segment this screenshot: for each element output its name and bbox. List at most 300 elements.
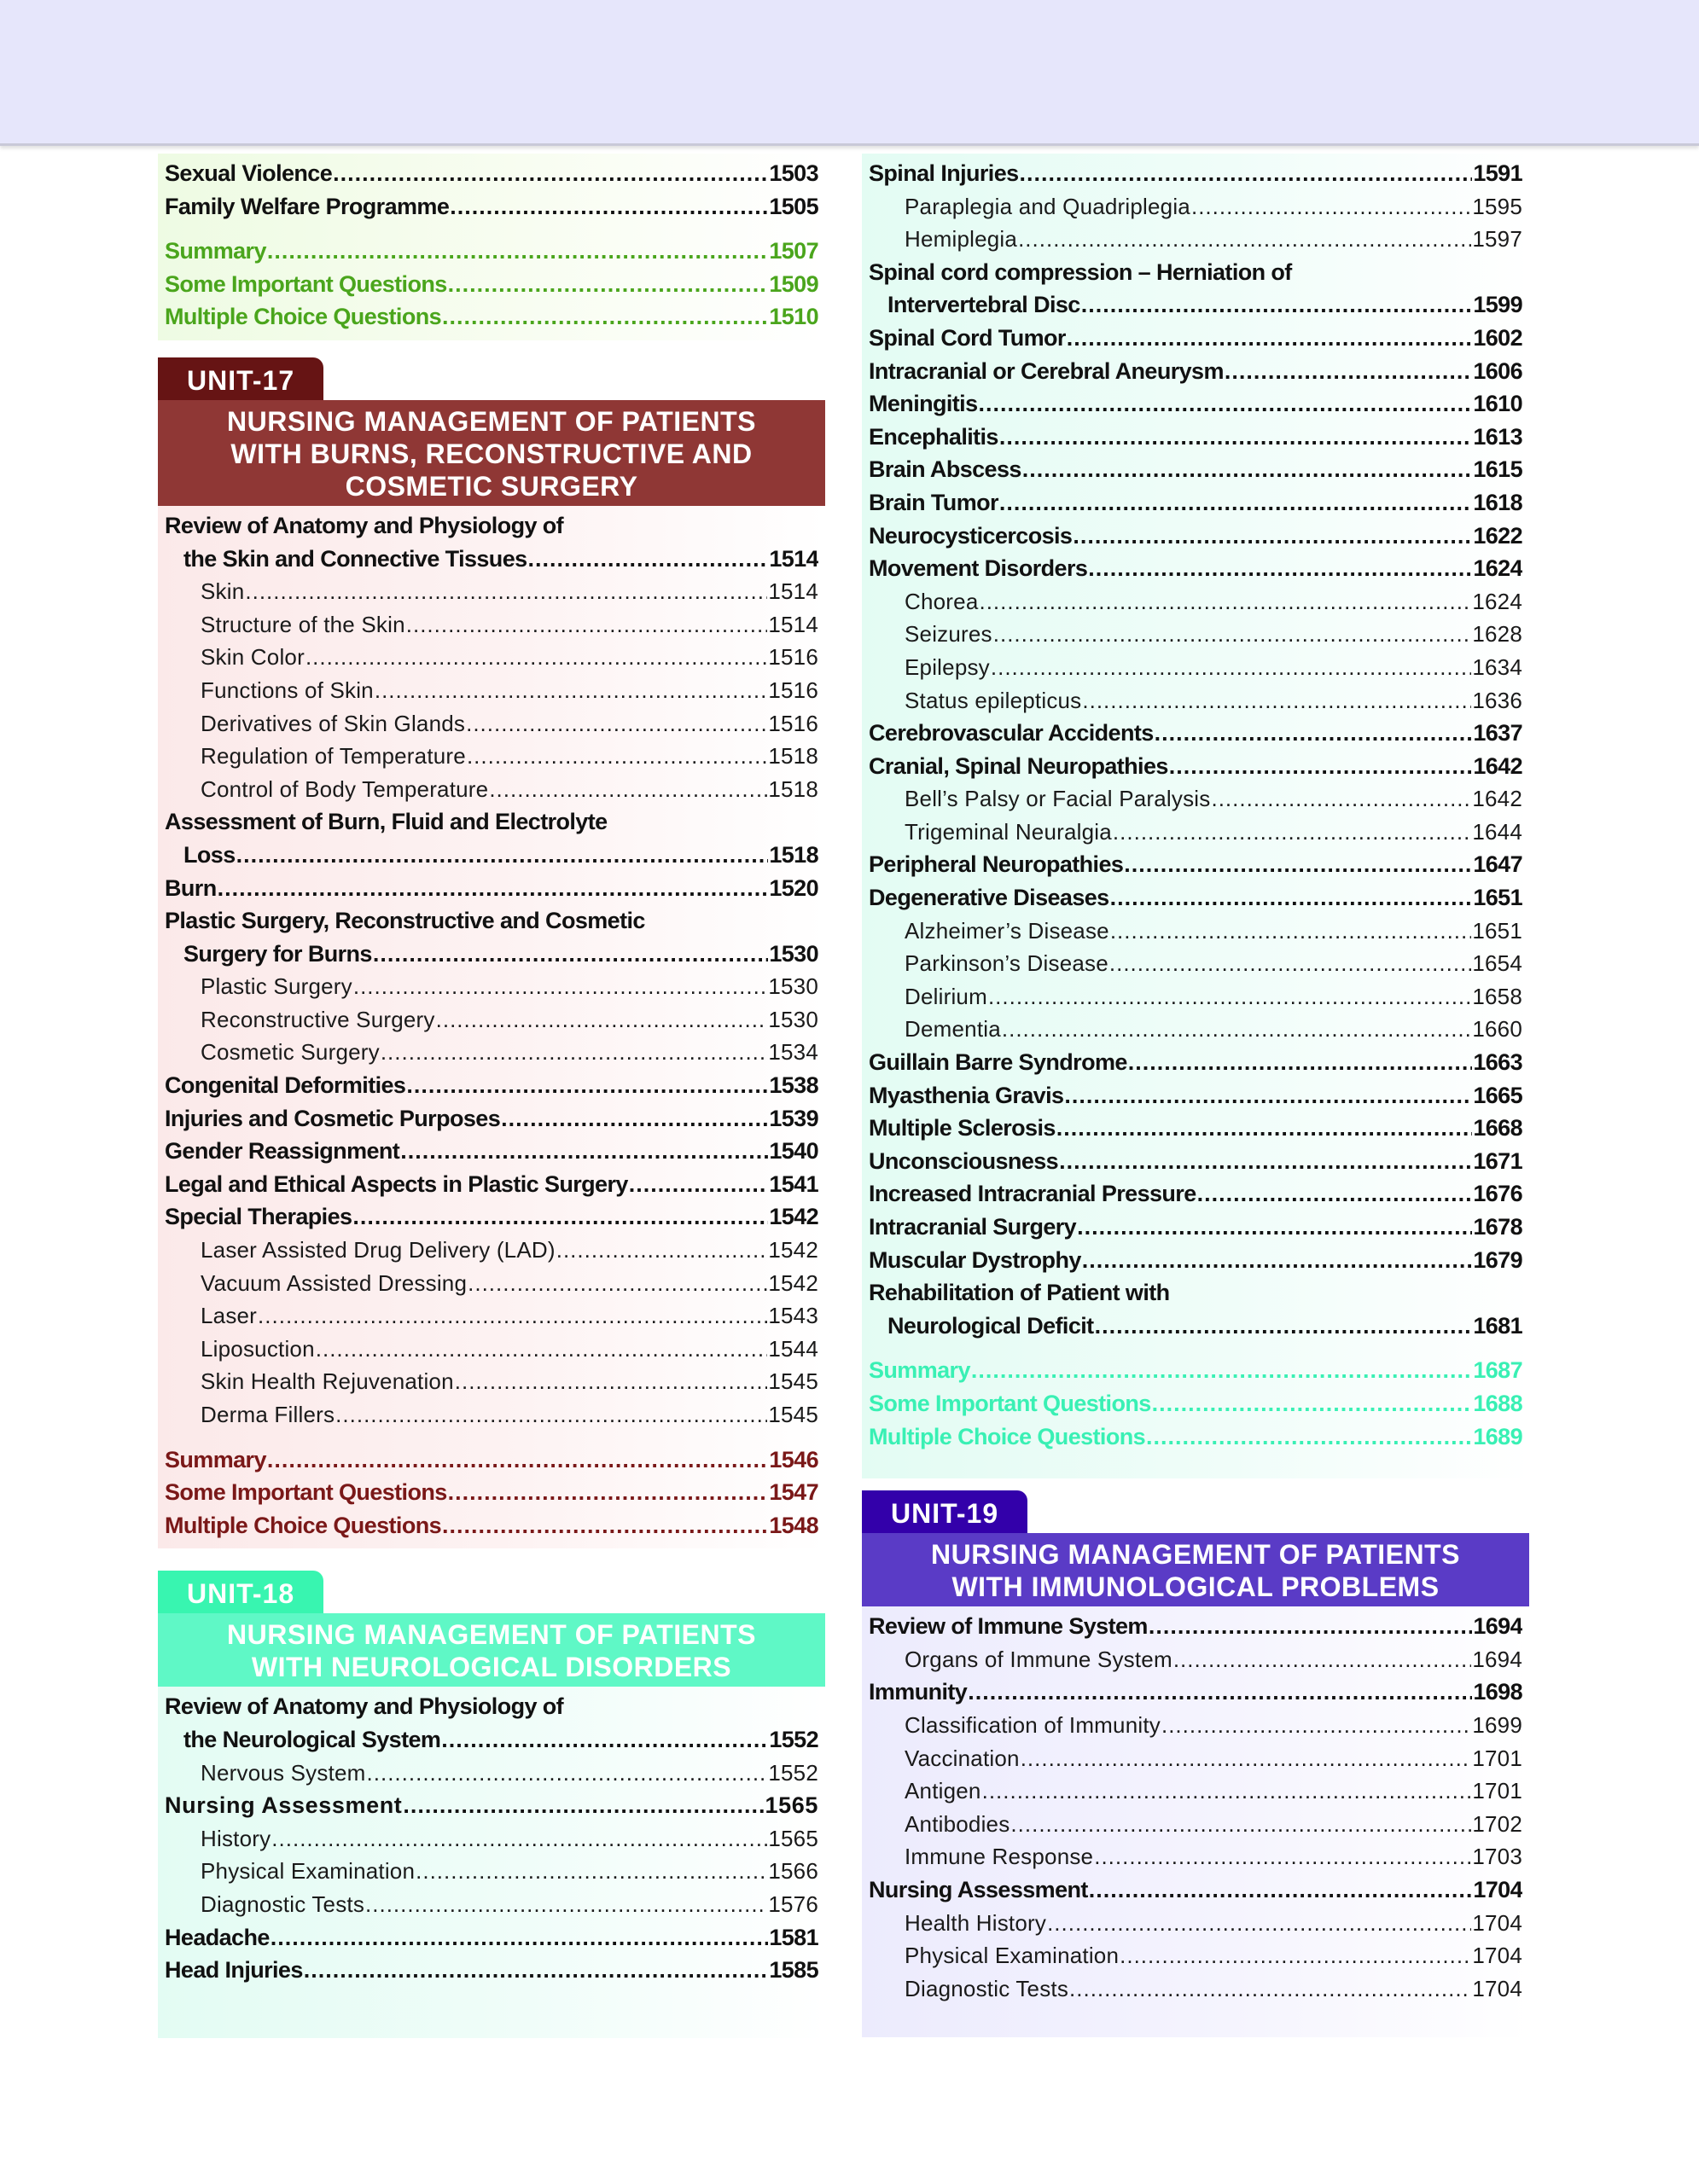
dot-leader (442, 300, 768, 334)
dot-leader (271, 1921, 769, 1955)
toc-subentry[interactable] (165, 1855, 818, 1888)
dot-leader (999, 486, 1472, 520)
dot-leader (403, 1789, 764, 1822)
entry-title: Surgery for Burns (183, 940, 372, 967)
entry-title: Immune Response (905, 1844, 1094, 1870)
entry-title: Brain Abscess (869, 456, 1021, 483)
dot-leader (333, 157, 768, 190)
toc-entry[interactable] (869, 1177, 1522, 1211)
toc-entry[interactable] (869, 157, 1522, 190)
toc-entry[interactable] (869, 355, 1522, 388)
entry-page: 1516 (768, 677, 818, 703)
toc-subentry[interactable] (869, 684, 1522, 717)
toc-subentry[interactable] (165, 575, 818, 608)
entry-page: 1663 (1473, 1049, 1522, 1076)
toc-entry-heading (165, 805, 818, 839)
questions-entry[interactable] (165, 268, 818, 301)
toc-subentry[interactable] (869, 585, 1522, 619)
unit17-label: UNIT-17 (158, 357, 323, 400)
toc-entry[interactable] (165, 1789, 818, 1822)
entry-title: Classification of Immunity (905, 1711, 1161, 1738)
dot-leader (258, 1299, 767, 1333)
entry-page: 1516 (768, 710, 818, 736)
dot-leader (441, 1723, 768, 1757)
summary-entry[interactable] (869, 1354, 1522, 1387)
entry-page: 1644 (1472, 818, 1522, 845)
entry-page: 1694 (1473, 1613, 1522, 1640)
dot-leader (442, 1509, 768, 1542)
toc-entry[interactable] (165, 1102, 818, 1136)
entry-page: 1503 (769, 160, 818, 186)
entry-title: Legal and Ethical Aspects in Plastic Surgery (165, 1170, 628, 1197)
toc-subentry[interactable] (869, 1972, 1522, 2006)
toc-entry[interactable] (869, 1112, 1522, 1145)
entry-title: Sexual Violence (165, 160, 333, 186)
entry-page: 1698 (1473, 1679, 1522, 1705)
toc-entry[interactable] (869, 552, 1522, 585)
entry-page: 1545 (768, 1368, 818, 1395)
entry-page: 1552 (768, 1759, 818, 1786)
questions-entry[interactable] (869, 1387, 1522, 1420)
entry-page: 1637 (1473, 720, 1522, 746)
toc-entry[interactable] (165, 1135, 818, 1168)
unit19-title (862, 1533, 1529, 1606)
entry-title: Movement Disorders (869, 555, 1088, 582)
entry-page: 1689 (1473, 1423, 1522, 1449)
unit17-entries (158, 506, 825, 1548)
dot-leader (352, 1200, 768, 1234)
toc-subentry[interactable] (165, 1267, 818, 1300)
unit19-entries (862, 1606, 1529, 2037)
entry-page: 1660 (1472, 1016, 1522, 1043)
entry-title: Health History (905, 1909, 1047, 1936)
dot-leader (1124, 848, 1472, 881)
entry-title: Congenital Deformities (165, 1072, 406, 1099)
toc-entry[interactable] (165, 543, 818, 576)
mcq-entry[interactable] (869, 1420, 1522, 1454)
dot-leader (335, 1398, 767, 1432)
entry-title: Delirium (905, 983, 987, 1009)
unit18-entries-right (862, 154, 1529, 1478)
summary-entry[interactable] (165, 235, 818, 268)
entry-title: Vacuum Assisted Dressing (201, 1269, 468, 1296)
toc-subentry[interactable] (165, 773, 818, 806)
toc-entry[interactable] (165, 1723, 818, 1757)
dot-leader (489, 773, 767, 806)
dot-leader (267, 1443, 768, 1477)
toc-entry[interactable] (869, 1873, 1522, 1907)
unit18-label: UNIT-18 (158, 1571, 323, 1613)
dot-leader (218, 872, 769, 905)
entry-title: Nervous System (201, 1759, 366, 1786)
toc-subentry[interactable] (165, 1365, 818, 1398)
dot-leader (450, 190, 768, 224)
toc-subentry[interactable] (869, 1840, 1522, 1873)
dot-leader (1064, 1079, 1472, 1112)
toc-subentry[interactable] (165, 641, 818, 674)
entry-page: 1520 (769, 874, 818, 901)
top-banner (0, 0, 1699, 146)
toc-entry[interactable] (165, 1921, 818, 1955)
toc-entry[interactable] (869, 421, 1522, 454)
entry-page: 1518 (768, 743, 818, 770)
entry-page: 1622 (1473, 522, 1522, 549)
toc-entry[interactable] (165, 1069, 818, 1102)
dot-leader (1081, 288, 1473, 322)
mcq-entry[interactable] (165, 1509, 818, 1542)
toc-entry[interactable] (869, 322, 1522, 355)
entry-title: Some Important Questions (869, 1390, 1151, 1416)
toc-entry[interactable] (869, 1610, 1522, 1643)
entry-page: 1688 (1473, 1390, 1522, 1416)
entry-page: 1566 (768, 1858, 818, 1885)
entry-title: Nursing Assessment (869, 1876, 1088, 1902)
entry-title: Vaccination (905, 1745, 1020, 1771)
entry-title: Plastic Surgery, Reconstructive and Cosmetic (165, 908, 645, 934)
entry-title: Status epilepticus (905, 687, 1082, 713)
dot-leader (979, 585, 1471, 619)
toc-subentry[interactable] (165, 1333, 818, 1366)
dot-leader (353, 970, 768, 1003)
entry-page: 1539 (769, 1105, 818, 1131)
dot-leader (304, 1954, 769, 1987)
dot-leader (468, 1267, 767, 1300)
toc-subentry[interactable] (165, 674, 818, 707)
entry-page: 1518 (768, 775, 818, 802)
entry-title: Muscular Dystrophy (869, 1246, 1081, 1273)
entry-title: Derivatives of Skin Glands (201, 710, 466, 736)
dot-leader (466, 707, 767, 741)
toc-entry[interactable] (869, 486, 1522, 520)
toc-entry[interactable] (165, 872, 818, 905)
toc-subentry[interactable] (165, 970, 818, 1003)
dot-leader (1225, 355, 1472, 388)
dot-leader (993, 618, 1472, 651)
toc-entry[interactable] (869, 1244, 1522, 1277)
entry-title: Dementia (905, 1016, 1001, 1043)
dot-leader (1010, 1808, 1471, 1841)
entry-page: 1618 (1473, 489, 1522, 515)
entry-page: 1665 (1473, 1082, 1522, 1108)
dot-leader (305, 641, 767, 674)
entry-title: Physical Examination (201, 1858, 416, 1885)
dot-leader (1211, 782, 1471, 816)
entry-title: Summary (165, 238, 266, 264)
entry-page: 1530 (768, 1006, 818, 1032)
toc-entry[interactable] (869, 288, 1522, 322)
unit18-title (158, 1613, 825, 1687)
toc-subentry[interactable] (869, 1013, 1522, 1046)
dot-leader (1022, 453, 1473, 486)
toc-entry[interactable] (869, 387, 1522, 421)
toc-subentry[interactable] (869, 223, 1522, 256)
entry-title: Review of Anatomy and Physiology of (165, 512, 564, 538)
entry-title: Guillain Barre Syndrome (869, 1049, 1127, 1076)
toc-entry-heading (165, 904, 818, 938)
entry-page: 1597 (1472, 226, 1522, 253)
dot-leader (436, 1003, 768, 1037)
toc-subentry[interactable] (165, 1036, 818, 1069)
toc-subentry[interactable] (165, 1398, 818, 1432)
toc-subentry[interactable] (869, 1742, 1522, 1775)
toc-entry[interactable] (869, 1310, 1522, 1343)
entry-title: Chorea (905, 588, 979, 614)
entry-page: 1530 (768, 973, 818, 1000)
unit19-section (862, 1490, 1529, 2037)
dot-leader (1020, 157, 1473, 190)
entry-title: Headache (165, 1924, 270, 1950)
entry-title: Cosmetic Surgery (201, 1039, 380, 1066)
toc-subentry[interactable] (165, 1888, 818, 1921)
toc-subentry[interactable] (165, 1003, 818, 1037)
entry-page: 1636 (1472, 687, 1522, 713)
entry-page: 1545 (768, 1402, 818, 1427)
dot-leader (245, 575, 767, 608)
dot-leader (316, 1333, 768, 1366)
entry-page: 1510 (769, 304, 818, 330)
toc-entry[interactable] (165, 157, 818, 190)
unit-title-line: WITH IMMUNOLOGICAL PROBLEMS (951, 1571, 1440, 1603)
entry-title: Antigen (905, 1778, 981, 1804)
entry-page: 1542 (768, 1237, 818, 1263)
toc-entry[interactable] (165, 1954, 818, 1987)
dot-leader (271, 1822, 767, 1856)
toc-subentry[interactable] (869, 1643, 1522, 1676)
entry-title: Summary (869, 1357, 970, 1384)
entry-page: 1576 (768, 1891, 818, 1917)
entry-title: Spinal Injuries (869, 160, 1019, 186)
toc-subentry[interactable] (869, 1808, 1522, 1841)
toc-entry[interactable] (165, 938, 818, 971)
toc-entry[interactable] (869, 1145, 1522, 1178)
entry-page: 1538 (769, 1072, 818, 1099)
entry-page: 1507 (769, 238, 818, 264)
toc-subentry[interactable] (165, 1234, 818, 1267)
entry-page: 1651 (1472, 917, 1522, 944)
toc-subentry[interactable] (869, 782, 1522, 816)
toc-subentry[interactable] (869, 618, 1522, 651)
unit-title-line: WITH BURNS, RECONSTRUCTIVE AND (230, 438, 753, 469)
entry-page: 1634 (1472, 653, 1522, 680)
dot-leader (968, 1676, 1472, 1709)
toc-entry[interactable] (165, 839, 818, 872)
toc-left-column (158, 154, 825, 2038)
entry-page: 1591 (1473, 160, 1522, 186)
entry-page: 1542 (768, 1269, 818, 1296)
entry-title: Liposuction (201, 1335, 315, 1362)
entry-page: 1624 (1472, 588, 1522, 614)
dot-leader (1056, 1112, 1473, 1145)
unit17-title (158, 400, 825, 506)
toc-subentry[interactable] (869, 190, 1522, 224)
toc-entry[interactable] (869, 881, 1522, 915)
toc-entry[interactable] (165, 190, 818, 224)
entry-title: Epilepsy (905, 653, 990, 680)
entry-title: Nursing Assessment (165, 1792, 403, 1819)
entry-page: 1516 (768, 644, 818, 671)
entry-title: Summary (165, 1446, 266, 1472)
entry-title: Neurological Deficit (887, 1312, 1094, 1339)
entry-page: 1704 (1473, 1876, 1522, 1902)
entry-page: 1595 (1472, 193, 1522, 219)
dot-leader (1109, 947, 1471, 980)
toc-entry[interactable] (869, 1079, 1522, 1112)
entry-page: 1541 (769, 1170, 818, 1197)
dot-leader (1169, 750, 1473, 783)
toc-entry[interactable] (869, 1211, 1522, 1244)
toc-entry[interactable] (869, 750, 1522, 783)
dot-leader (1128, 1046, 1473, 1079)
dot-leader (501, 1102, 768, 1136)
entry-page: 1702 (1472, 1810, 1522, 1837)
toc-subentry[interactable] (869, 915, 1522, 948)
dot-leader (373, 938, 768, 971)
entry-page: 1514 (768, 578, 818, 605)
dot-leader (991, 651, 1471, 684)
entry-page: 1552 (769, 1726, 818, 1752)
dot-leader (1146, 1420, 1472, 1454)
toc-entry[interactable] (869, 717, 1522, 750)
toc-subentry[interactable] (869, 651, 1522, 684)
entry-page: 1658 (1472, 983, 1522, 1009)
entry-title: Reconstructive Surgery (201, 1006, 435, 1032)
dot-leader (1149, 1610, 1473, 1643)
mcq-entry[interactable] (165, 300, 818, 334)
entry-title: Organs of Immune System (905, 1646, 1172, 1672)
entry-title: Control of Body Temperature (201, 775, 489, 802)
entry-page: 1509 (769, 270, 818, 297)
toc-subentry[interactable] (165, 1299, 818, 1333)
entry-page: 1548 (769, 1512, 818, 1538)
toc-subentry[interactable] (869, 1774, 1522, 1808)
unit-title-line: COSMETIC SURGERY (345, 470, 638, 502)
dot-leader (1059, 1145, 1472, 1178)
unit16-tail-block (158, 154, 825, 340)
dot-leader (267, 235, 768, 268)
dot-leader (1069, 1972, 1471, 2006)
entry-title: Multiple Choice Questions (869, 1423, 1146, 1449)
dot-leader (556, 1234, 768, 1267)
entry-page: 1681 (1473, 1312, 1522, 1339)
dot-leader (1082, 684, 1471, 717)
entry-title: Functions of Skin (201, 677, 374, 703)
entry-title: the Neurological System (183, 1726, 441, 1752)
dot-leader (1110, 915, 1472, 948)
questions-entry[interactable] (165, 1476, 818, 1509)
toc-entry[interactable] (165, 1168, 818, 1201)
dot-leader (1197, 1177, 1473, 1211)
toc-subentry[interactable] (869, 980, 1522, 1014)
toc-entry[interactable] (869, 1046, 1522, 1079)
dot-leader (406, 608, 768, 642)
entry-title: Some Important Questions (165, 270, 447, 297)
entry-page: 1704 (1472, 1975, 1522, 2001)
dot-leader (1077, 1211, 1472, 1244)
toc-subentry[interactable] (869, 816, 1522, 849)
entry-title: Skin Color (201, 644, 305, 671)
entry-title: Multiple Choice Questions (165, 1512, 442, 1538)
toc-entry-heading (165, 509, 818, 543)
dot-leader (1089, 1873, 1473, 1907)
entry-title: Multiple Sclerosis (869, 1115, 1056, 1141)
toc-entry-heading (869, 1276, 1522, 1310)
entry-page: 1585 (769, 1957, 818, 1984)
entry-page: 1514 (769, 545, 818, 572)
toc-entry-heading (869, 256, 1522, 289)
dot-leader (467, 740, 767, 773)
toc-subentry[interactable] (869, 947, 1522, 980)
entry-page: 1703 (1472, 1844, 1522, 1870)
entry-title: Assessment of Burn, Fluid and Electrolyte (165, 809, 608, 835)
entry-title: Trigeminal Neuralgia (905, 818, 1112, 845)
entry-title: Parkinson’s Disease (905, 950, 1108, 977)
toc-entry[interactable] (869, 1676, 1522, 1709)
entry-title: Head Injuries (165, 1957, 303, 1984)
dot-leader (982, 1774, 1472, 1808)
dot-leader (400, 1135, 768, 1168)
dot-leader (971, 1354, 1472, 1387)
dot-leader (1021, 1742, 1472, 1775)
entry-page: 1547 (769, 1479, 818, 1506)
entry-title: Cranial, Spinal Neuropathies (869, 752, 1168, 779)
entry-title: Intracranial or Cerebral Aneurysm (869, 357, 1224, 384)
entry-page: 1565 (765, 1792, 818, 1819)
dot-leader (1152, 1387, 1473, 1420)
unit19-label: UNIT-19 (862, 1490, 1027, 1533)
dot-leader (1110, 881, 1473, 915)
entry-title: Spinal Cord Tumor (869, 324, 1066, 351)
toc-subentry[interactable] (869, 1709, 1522, 1742)
toc-entry[interactable] (869, 520, 1522, 553)
entry-title: Alzheimer’s Disease (905, 917, 1109, 944)
dot-leader (448, 1476, 769, 1509)
entry-title: Peripheral Neuropathies (869, 851, 1124, 878)
toc-subentry[interactable] (869, 1907, 1522, 1940)
entry-page: 1704 (1472, 1909, 1522, 1936)
toc-entry[interactable] (165, 1200, 818, 1234)
entry-page: 1599 (1473, 292, 1522, 318)
toc-subentry[interactable] (165, 740, 818, 773)
dot-leader (1073, 520, 1472, 553)
entry-page: 1624 (1473, 555, 1522, 582)
unit-title-line: WITH NEUROLOGICAL DISORDERS (251, 1652, 732, 1683)
entry-page: 1694 (1472, 1646, 1522, 1672)
unit17-section (158, 357, 825, 1548)
entry-title: Antibodies (905, 1810, 1010, 1837)
dot-leader (1095, 1310, 1473, 1343)
dot-leader (375, 674, 768, 707)
entry-page: 1701 (1472, 1745, 1522, 1771)
entry-title: Hemiplegia (905, 226, 1018, 253)
toc-entry[interactable] (869, 453, 1522, 486)
toc-subentry[interactable] (165, 1822, 818, 1856)
entry-page: 1546 (769, 1446, 818, 1472)
toc-right-column (862, 154, 1529, 2037)
entry-title: Loss (183, 841, 236, 868)
entry-title: Review of Anatomy and Physiology of (165, 1693, 564, 1720)
entry-page: 1613 (1473, 423, 1522, 450)
toc-subentry[interactable] (165, 707, 818, 741)
entry-page: 1615 (1473, 456, 1522, 483)
summary-entry[interactable] (165, 1443, 818, 1477)
toc-subentry[interactable] (869, 1939, 1522, 1972)
toc-subentry[interactable] (165, 1757, 818, 1790)
entry-page: 1642 (1472, 786, 1522, 812)
dot-leader (999, 421, 1472, 454)
toc-subentry[interactable] (165, 608, 818, 642)
dot-leader (1067, 322, 1473, 355)
toc-entry[interactable] (869, 848, 1522, 881)
